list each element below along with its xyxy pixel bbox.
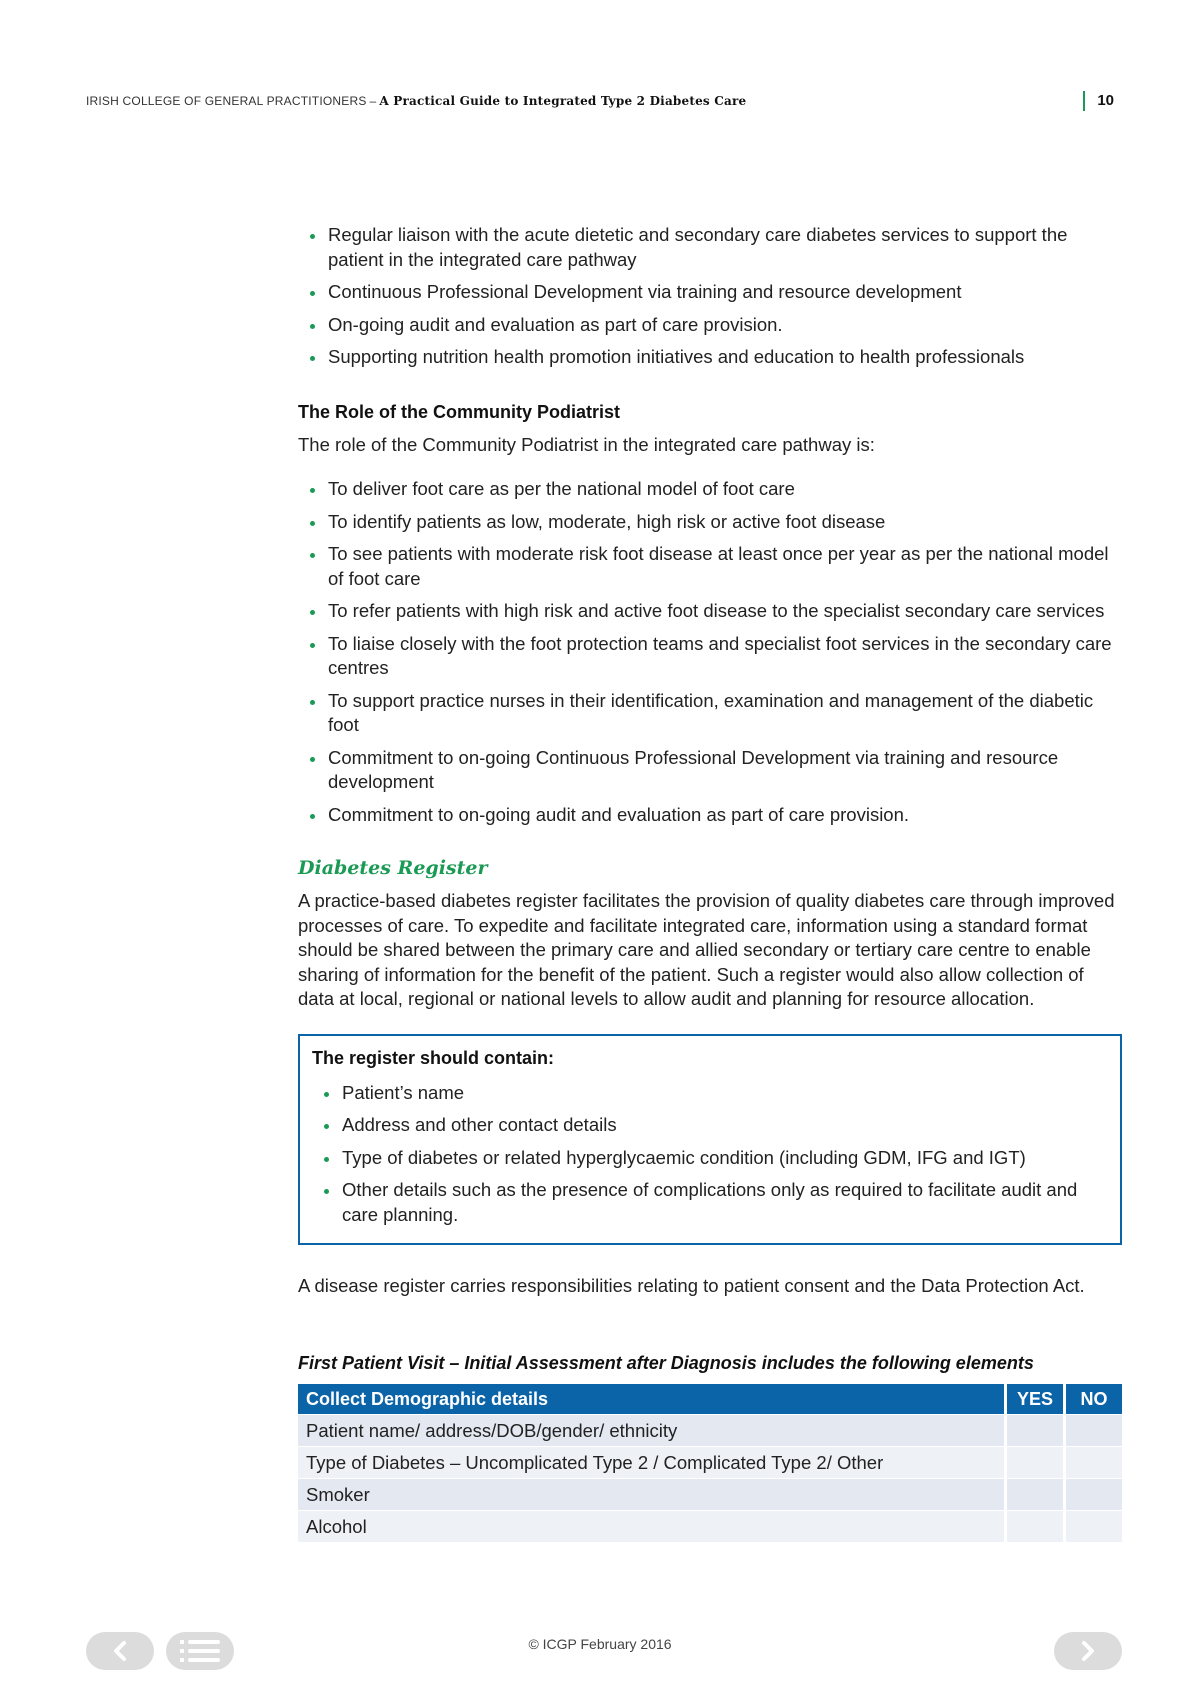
table-row xyxy=(298,1446,1122,1478)
guide-title: A Practical Guide to Integrated Type 2 Diabetes Care xyxy=(379,94,747,108)
running-head xyxy=(86,94,746,108)
register-note: A disease register carries responsibilities relating to patient consent and the Data Protection Act. xyxy=(298,1275,1085,1296)
list-item xyxy=(298,280,1122,305)
org-name: IRISH COLLEGE OF GENERAL PRACTITIONERS xyxy=(86,94,367,108)
dietitian-role-list xyxy=(298,223,1122,370)
list-item xyxy=(312,1081,1108,1106)
bullet-icon xyxy=(310,324,315,329)
list-item xyxy=(298,746,1122,795)
list-item xyxy=(298,542,1122,591)
register-contents-box xyxy=(298,1034,1122,1246)
list-item xyxy=(298,313,1122,338)
yes-cell[interactable] xyxy=(1004,1414,1063,1446)
table-header-yes: YES xyxy=(1004,1384,1063,1414)
no-cell[interactable] xyxy=(1063,1478,1122,1510)
list-item xyxy=(312,1113,1108,1138)
bullet-icon xyxy=(310,234,315,239)
page-number: 10 xyxy=(1083,91,1114,111)
table-row xyxy=(298,1414,1122,1446)
list-item-text: To see patients with moderate risk foot disease at least once per year as per the national model of foot care xyxy=(328,543,1109,589)
table-cell-item: Smoker xyxy=(298,1478,1004,1510)
table-row xyxy=(298,1510,1122,1542)
bullet-icon xyxy=(310,700,315,705)
bullet-icon xyxy=(310,643,315,648)
list-item-text: To identify patients as low, moderate, high risk or active foot disease xyxy=(328,510,886,532)
list-item xyxy=(298,223,1122,272)
bullet-icon xyxy=(324,1124,329,1129)
table-header-row xyxy=(298,1384,1122,1414)
list-item-text: Commitment to on-going Continuous Professional Development via training and resource development xyxy=(328,746,1059,792)
list-item-text: To deliver foot care as per the national model of foot care xyxy=(328,478,795,499)
register-heading: Diabetes Register xyxy=(298,857,488,879)
list-item-text: Address and other contact details xyxy=(342,1114,617,1135)
list-item xyxy=(298,599,1122,624)
list-item-text: Patient’s name xyxy=(342,1081,465,1103)
list-item xyxy=(312,1146,1108,1171)
no-cell[interactable] xyxy=(1063,1446,1122,1478)
list-item-text: Type of diabetes or related hyperglycaemic condition (including GDM, IFG and IGT) xyxy=(342,1146,1026,1168)
yes-cell[interactable] xyxy=(1004,1478,1063,1510)
yes-cell[interactable] xyxy=(1004,1510,1063,1542)
bullet-icon xyxy=(310,610,315,615)
list-item xyxy=(298,477,1122,502)
table-cell-item: Alcohol xyxy=(298,1510,1004,1542)
footer-copyright: © ICGP February 2016 xyxy=(528,1636,672,1652)
bullet-icon xyxy=(310,553,315,558)
list-item-text: Continuous Professional Development via training and resource development xyxy=(328,281,962,302)
list-item-text: On-going audit and evaluation as part of care provision. xyxy=(328,313,783,335)
bullet-icon xyxy=(310,757,315,762)
table-cell-item: Patient name/ address/DOB/gender/ ethnicity xyxy=(298,1414,1004,1446)
register-body: A practice-based diabetes register facilitates the provision of quality diabetes care through improved processes of care. To expedite and facilitate integrated care, information using a standard format should be shared between the primary care and allied secondary or tertiary care centre to enable sharing of information for the benefit of the patient. Such a register would also allow collection of data at local, regional or national levels to allow audit and planning for resource allocation. xyxy=(298,890,1115,1009)
list-item xyxy=(298,632,1122,681)
bullet-icon xyxy=(324,1092,329,1097)
list-item xyxy=(312,1178,1108,1227)
table-header-no: NO xyxy=(1063,1384,1122,1414)
list-item-text: To support practice nurses in their identification, examination and management of the diabetic foot xyxy=(328,689,1094,735)
list-item-text: To refer patients with high risk and active foot disease to the specialist secondary care services xyxy=(328,600,1105,621)
list-item-text: To liaise closely with the foot protection teams and specialist foot services in the secondary care centres xyxy=(328,632,1112,678)
bullet-icon xyxy=(324,1157,329,1162)
no-cell[interactable] xyxy=(1063,1510,1122,1542)
yes-cell[interactable] xyxy=(1004,1446,1063,1478)
header-separator: – xyxy=(369,94,377,108)
page-header xyxy=(86,94,1114,116)
demographics-table xyxy=(298,1384,1122,1542)
list-item xyxy=(298,345,1122,370)
podiatrist-heading: The Role of the Community Podiatrist xyxy=(298,401,621,422)
bullet-icon xyxy=(310,814,315,819)
next-page-button[interactable] xyxy=(1054,1632,1122,1670)
chevron-right-icon xyxy=(1054,1632,1122,1670)
podiatrist-intro: The role of the Community Podiatrist in the integrated care pathway is: xyxy=(298,433,875,455)
list-item xyxy=(298,510,1122,535)
list-item-text: Commitment to on-going audit and evaluation as part of care provision. xyxy=(328,803,910,825)
bullet-icon xyxy=(310,521,315,526)
bullet-icon xyxy=(310,291,315,296)
table-row xyxy=(298,1478,1122,1510)
list-item-text: Other details such as the presence of complications only as required to facilitate audit and care planning. xyxy=(342,1179,1078,1225)
page-content xyxy=(298,223,1122,1542)
table-cell-item: Type of Diabetes – Uncomplicated Type 2 / Complicated Type 2/ Other xyxy=(298,1446,1004,1478)
list-item xyxy=(298,803,1122,828)
podiatrist-role-list xyxy=(298,477,1122,827)
visit-table-title: First Patient Visit – Initial Assessment after Diagnosis includes the following elements xyxy=(298,1353,1034,1373)
list-item-text: Regular liaison with the acute dietetic and secondary care diabetes services to support the patient in the integrated care pathway xyxy=(328,224,1068,270)
list-item-text: Supporting nutrition health promotion initiatives and education to health professionals xyxy=(328,346,1025,367)
bullet-icon xyxy=(310,356,315,361)
bullet-icon xyxy=(324,1189,329,1194)
no-cell[interactable] xyxy=(1063,1414,1122,1446)
list-item xyxy=(298,689,1122,738)
register-box-title: The register should contain: xyxy=(312,1047,555,1068)
bullet-icon xyxy=(310,488,315,493)
register-contents-list xyxy=(312,1081,1108,1228)
table-header-demographics: Collect Demographic details xyxy=(298,1384,1004,1414)
